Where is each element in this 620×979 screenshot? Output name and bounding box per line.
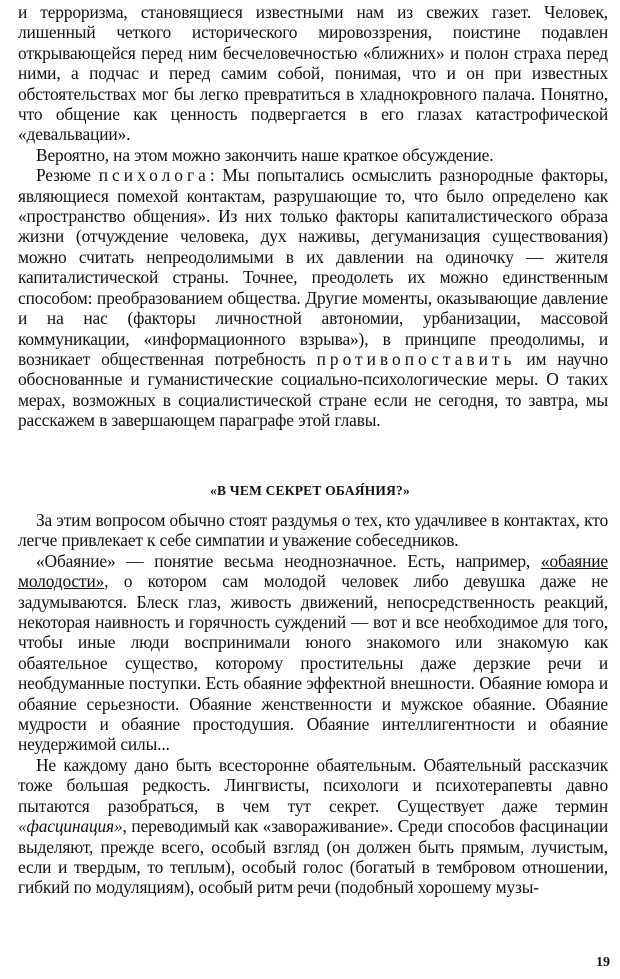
paragraph-terrorism: и терроризма, становящиеся известными нам из свежих газет. Человек, лишенный четкого исторического мировоззрения, поистине подавлен открывающейся перед ним бесчеловечностью «ближних» и полон страха перед ними, а подчас и перед самим собой, понимая, что и он при известных обстоятельствах мог бы легко превратиться в хладнокровного палача. Понятно, что общение как ценность подвергается в его глазах катастрофической «девальвации».	[18, 2, 608, 145]
paragraph-resume	[18, 165, 608, 430]
fascination-text-2: , переводимый как «завораживание». Среди способов фасцинации выделяют, прежде всего, особый взгляд (он должен быть прямым, лучистым, если и твердым, то теплым), особый голос (богатый в тембровом отношении, гибкий по модуляциям), особый ритм речи (подобный хорошему музы-	[18, 816, 608, 898]
fascination-text-1: Не каждому дано быть всесторонне обаятельным. Обаятельный рассказчик тоже большая редкость. Лингвисты, психологи и психотерапевты давно пытаются разобраться, в чем тут секрет. Существует даже термин	[18, 754, 608, 816]
page-number: 19	[596, 955, 610, 970]
resume-lead: Резюме	[36, 165, 99, 186]
top-text-block	[18, 2, 608, 431]
bottom-text-block	[18, 510, 608, 898]
fascination-term: «фасцинация»	[18, 816, 123, 837]
charm-text-1: «Обаяние» — понятие весьма неоднозначное. Есть, например,	[36, 550, 541, 571]
charm-underlined: «обаяние молодости»	[18, 550, 608, 592]
resume-spaced-phrase: противопоставить	[316, 348, 516, 369]
paragraph-fascination	[18, 755, 608, 898]
charm-text-2: , о котором сам молодой человек либо девушка даже не задумываются. Блеск глаз, живость движений, непосредственность реакций, некоторая наивность и горячность суждений — вот и все необходимое для того, чтобы иные люди воспринимали юного знакомого или знакомую как обаятельное существо, которому простительны даже дерзкие речи и необдуманные поступки. Есть обаяние эффектной внешности. Обаяние юмора и обаяние серьезности. Обаяние женственности и мужское обаяние. Обаяние мудрости и обаяние простодушия. Обаяние интеллигентности и обаяние неудержимой силы...	[18, 571, 608, 755]
paragraph-intro: За этим вопросом обычно стоят раздумья о тех, кто удачливее в контактах, кто легче привлекает к себе симпатии и уважение собеседников.	[18, 510, 608, 551]
paragraph-charm	[18, 551, 608, 755]
resume-text-2: им научно обоснованные и гуманистические социально-психологические меры. О таких мерах, возможных в социалистической стране если не сегодня, то завтра, мы расскажем в завершающем параграфе этой главы.	[18, 348, 609, 431]
paragraph-conclusion: Вероятно, на этом можно закончить наше краткое обсуждение.	[36, 144, 494, 165]
resume-text-1: : Мы попытались осмыслить разнородные факторы, являющиеся помехой контактам, разрушающие то, что было определено как «пространство общения». Из них только факторы капиталистического образа жизни (отчуждение человека, дух наживы, дегуманизация существования) можно считать непреодолимыми в их давлении на одиночку — жителя капиталистической страны. Точнее, преодолеть их можно единственным способом: преобразованием общества. Другие моменты, оказывающие давление и на нас (факторы личностной автономии, урбанизации, массовой коммуникации, «информационного взрыва»), в принципе преодолимы, и возникает общественная потребность	[18, 165, 609, 369]
section-heading: «В ЧЕМ СЕКРЕТ ОБАЯ́НИЯ?»	[210, 483, 410, 498]
resume-spaced-word: психолога	[98, 165, 210, 186]
